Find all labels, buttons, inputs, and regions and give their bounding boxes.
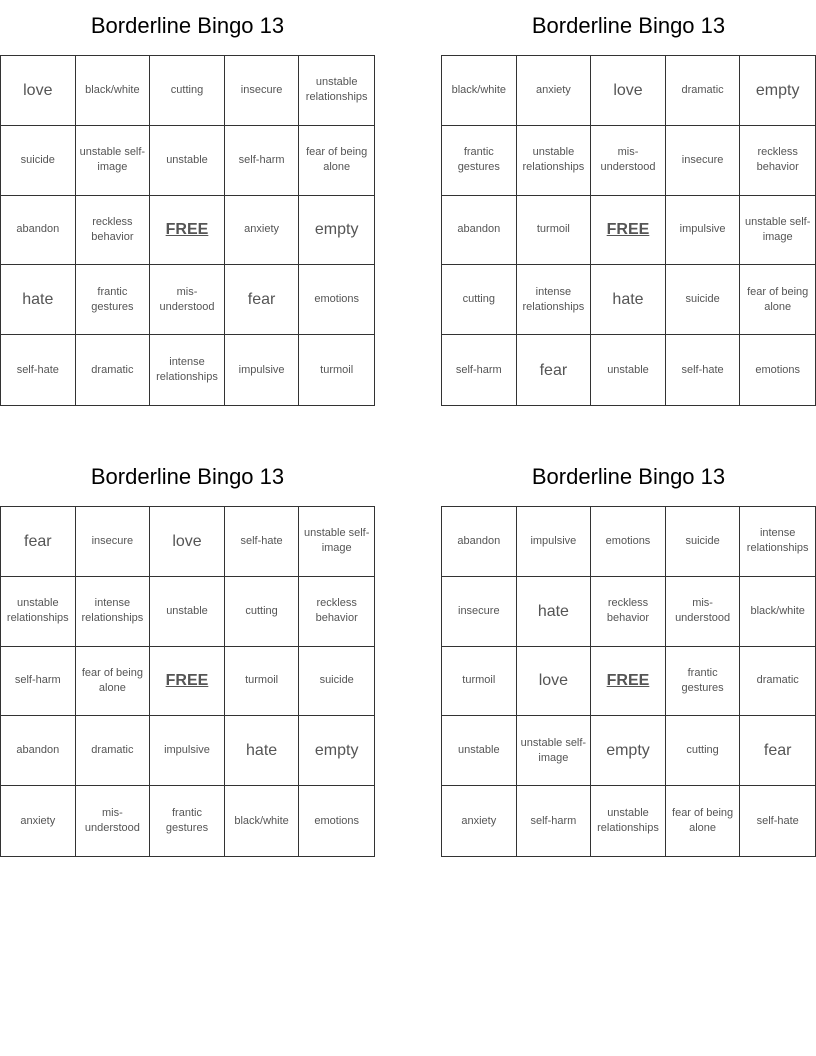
bingo-cell: self-hate (666, 335, 741, 405)
bingo-cell: frantic gestures (150, 786, 225, 856)
bingo-cell: empty (299, 196, 374, 266)
bingo-cell: cutting (150, 56, 225, 126)
bingo-cell: unstable (150, 577, 225, 647)
bingo-cell: unstable (591, 335, 666, 405)
bingo-cell: abandon (442, 507, 517, 577)
bingo-cell: unstable relationships (1, 577, 76, 647)
bingo-cell: emotions (591, 507, 666, 577)
bingo-cell: dramatic (740, 647, 815, 717)
bingo-cell: fear (740, 716, 815, 786)
bingo-cell: black/white (740, 577, 815, 647)
free-space: FREE (150, 196, 225, 266)
bingo-cell: love (517, 647, 592, 717)
bingo-cell: dramatic (666, 56, 741, 126)
bingo-cell: unstable self-image (517, 716, 592, 786)
bingo-cell: hate (225, 716, 300, 786)
bingo-cell: intense relationships (517, 265, 592, 335)
bingo-cell: fear (517, 335, 592, 405)
free-space: FREE (150, 647, 225, 717)
bingo-cell: empty (299, 716, 374, 786)
bingo-cell: unstable (442, 716, 517, 786)
bingo-cell: unstable self-image (740, 196, 815, 266)
bingo-cell: mis-understood (76, 786, 151, 856)
bingo-cell: self-hate (1, 335, 76, 405)
bingo-cell: unstable relationships (591, 786, 666, 856)
bingo-cell: turmoil (320, 363, 354, 376)
bingo-cell: intense relationships (740, 507, 815, 577)
bingo-cell: suicide (666, 265, 741, 335)
bingo-cell: self-harm (1, 647, 76, 717)
bingo-cell: dramatic (76, 335, 151, 405)
bingo-cell: suicide (1, 126, 76, 196)
bingo-cell: anxiety (1, 786, 76, 856)
bingo-cell: insecure (442, 577, 517, 647)
bingo-cell: fear of being alone (666, 786, 741, 856)
bingo-cell: fear of being alone (76, 647, 151, 717)
bingo-cell: empty (740, 56, 815, 126)
bingo-cell: unstable self-image (299, 507, 374, 577)
bingo-cell: fear of being alone (299, 126, 374, 196)
bingo-cell: insecure (225, 56, 300, 126)
bingo-cell: hate (1, 265, 76, 335)
card-title: Borderline Bingo 13 (90, 13, 285, 38)
bingo-cell: self-hate (756, 814, 799, 827)
bingo-cell: frantic gestures (442, 126, 517, 196)
bingo-cell: self-hate (225, 507, 300, 577)
bingo-cell: cutting (666, 716, 741, 786)
free-space: FREE (591, 647, 666, 717)
bingo-cell: reckless behavior (76, 196, 151, 266)
bingo-cell: love (1, 56, 76, 126)
card-title: Borderline Bingo 13 (531, 13, 726, 38)
bingo-grid (0, 55, 375, 406)
bingo-cell: intense relationships (150, 335, 225, 405)
bingo-cell: love (150, 507, 225, 577)
bingo-cell: self-harm (442, 335, 517, 405)
bingo-cell: self-harm (225, 126, 300, 196)
bingo-cell: abandon (1, 716, 76, 786)
bingo-cell: turmoil (442, 647, 517, 717)
bingo-cell: empty (591, 716, 666, 786)
bingo-cell: hate (591, 265, 666, 335)
bingo-cell: fear (1, 507, 76, 577)
bingo-cell: frantic gestures (666, 647, 741, 717)
bingo-cell: dramatic (76, 716, 151, 786)
bingo-cell: fear of being alone (740, 265, 815, 335)
bingo-cell: impulsive (150, 716, 225, 786)
bingo-cell: insecure (76, 507, 151, 577)
bingo-cell: intense relationships (76, 577, 151, 647)
bingo-cell: insecure (666, 126, 741, 196)
bingo-cell: impulsive (666, 196, 741, 266)
bingo-cell: emotions (314, 814, 359, 827)
card-title: Borderline Bingo 13 (531, 464, 726, 489)
bingo-cell: black/white (225, 786, 300, 856)
bingo-grid (441, 55, 816, 406)
bingo-cell: cutting (225, 577, 300, 647)
bingo-cell: unstable self-image (76, 126, 151, 196)
bingo-cell: abandon (1, 196, 76, 266)
bingo-cell: self-harm (517, 786, 592, 856)
bingo-cell: unstable relationships (299, 56, 374, 126)
card-title: Borderline Bingo 13 (90, 464, 285, 489)
bingo-cell: turmoil (225, 647, 300, 717)
bingo-cell: unstable relationships (517, 126, 592, 196)
bingo-cell: black/white (76, 56, 151, 126)
bingo-cell: suicide (299, 647, 374, 717)
bingo-cell: love (591, 56, 666, 126)
bingo-cell: impulsive (517, 507, 592, 577)
bingo-cell: hate (517, 577, 592, 647)
bingo-cell: emotions (299, 265, 374, 335)
bingo-cell: abandon (442, 196, 517, 266)
bingo-cell: black/white (442, 56, 517, 126)
bingo-cell: unstable (150, 126, 225, 196)
bingo-cell: anxiety (225, 196, 300, 266)
bingo-grid (0, 506, 375, 857)
free-space: FREE (591, 196, 666, 266)
bingo-cell: mis-understood (666, 577, 741, 647)
bingo-cell: impulsive (225, 335, 300, 405)
bingo-cell: reckless behavior (591, 577, 666, 647)
bingo-cell: anxiety (517, 56, 592, 126)
bingo-cell: reckless behavior (740, 126, 815, 196)
bingo-cell: cutting (442, 265, 517, 335)
bingo-cell: suicide (666, 507, 741, 577)
bingo-cell: frantic gestures (76, 265, 151, 335)
bingo-cell: mis-understood (150, 265, 225, 335)
bingo-cell: reckless behavior (299, 577, 374, 647)
bingo-cell: mis-understood (591, 126, 666, 196)
bingo-grid (441, 506, 816, 857)
bingo-cell: turmoil (517, 196, 592, 266)
bingo-cell: fear (225, 265, 300, 335)
bingo-cell: anxiety (442, 786, 517, 856)
bingo-cell: emotions (755, 363, 800, 376)
